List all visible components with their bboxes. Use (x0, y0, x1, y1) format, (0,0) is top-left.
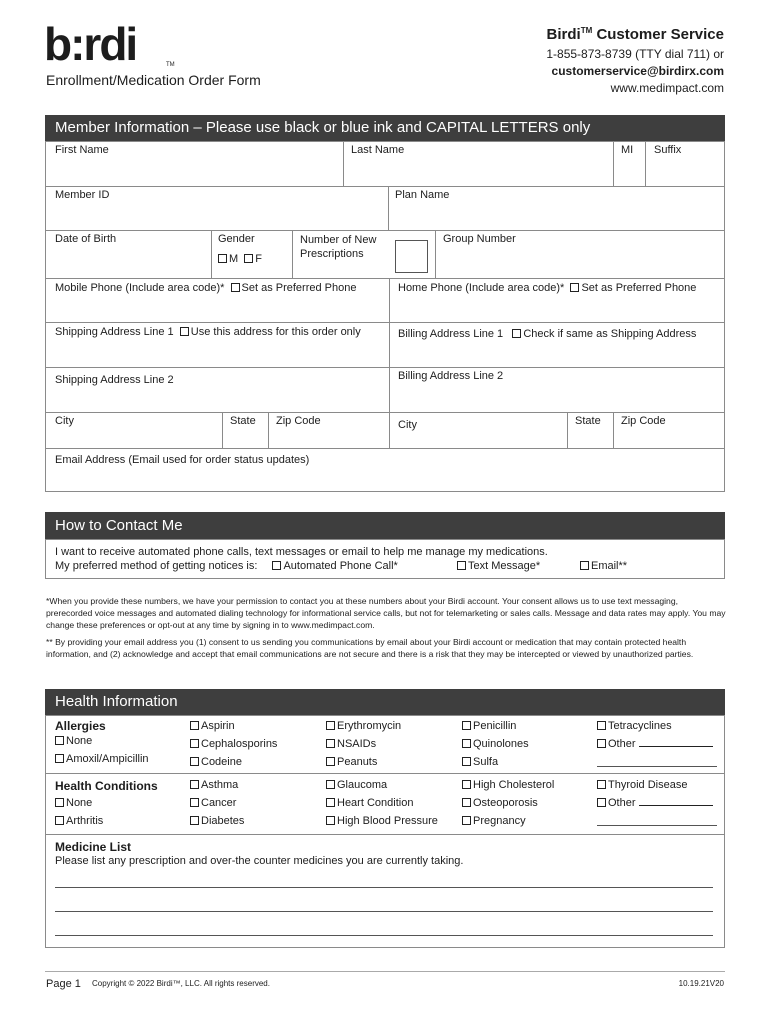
cond-other-line[interactable] (597, 825, 717, 826)
text-option: Text Message* (457, 560, 540, 572)
cond-cholesterol: High Cholesterol (462, 779, 554, 791)
cond-pregnancy: Pregnancy (462, 815, 526, 827)
email-address-label: Email Address (Email used for order status updates) (55, 454, 310, 466)
plan-name-label: Plan Name (395, 189, 450, 201)
state-label: State (230, 415, 256, 427)
cond-arthritis-checkbox[interactable] (55, 816, 64, 825)
cs-website[interactable]: www.medimpact.com (610, 81, 724, 95)
cond-hbp-checkbox[interactable] (326, 816, 335, 825)
medicine-line-1[interactable] (55, 887, 713, 888)
cond-arthritis: Arthritis (55, 815, 103, 827)
allergy-sulfa: Sulfa (462, 756, 498, 768)
cond-none: None (55, 797, 92, 809)
cond-preg-checkbox[interactable] (462, 816, 471, 825)
billing-line1-label: Billing Address Line 1 Check if same as Shipping Address (398, 328, 697, 340)
cond-chol-checkbox[interactable] (462, 780, 471, 789)
email-option: Email** (580, 560, 627, 572)
num-rx-input[interactable] (395, 240, 428, 273)
customer-service-block (546, 20, 724, 97)
gender-f-checkbox[interactable] (244, 254, 253, 263)
allergies-title: Allergies (55, 719, 106, 733)
member-id-label: Member ID (55, 189, 110, 201)
text-message-checkbox[interactable] (457, 561, 466, 570)
use-address-checkbox[interactable] (180, 327, 189, 336)
allergy-other: Other (597, 738, 713, 750)
allergy-other-line[interactable] (597, 766, 717, 767)
cond-thyroid: Thyroid Disease (597, 779, 687, 791)
allergy-ery: Erythromycin (326, 720, 401, 732)
allergy-ceph: Cephalosporins (190, 738, 277, 750)
contact-consent-text: I want to receive automated phone calls, text messages or email to help me manage my medications. (55, 546, 548, 558)
cond-cancer: Cancer (190, 797, 236, 809)
cond-none-checkbox[interactable] (55, 798, 64, 807)
medicine-list-title: Medicine List (55, 840, 132, 854)
allergy-none: None (55, 735, 92, 747)
phone-consent-note: *When you provide these numbers, we have your permission to contact you at these numbers about your Birdi account. Your consent allows us to use text messaging, prerecorded voice messages and automated dialing technology for informational service calls, but not for telemarketing or sales calls. Message and data rates may apply. You may change these preferences or opt-out at any time by signing in to www.medimpact.com. (46, 596, 726, 630)
allergy-aspirin: Aspirin (190, 720, 235, 732)
copyright: Copyright © 2022 Birdi™, LLC. All rights reserved. (92, 979, 270, 988)
cond-heart-checkbox[interactable] (326, 798, 335, 807)
medicine-line-3[interactable] (55, 935, 713, 936)
allergy-nsaids: NSAIDs (326, 738, 376, 750)
cond-glaucoma-checkbox[interactable] (326, 780, 335, 789)
allergy-quin-checkbox[interactable] (462, 739, 471, 748)
shipping-line1-label: Shipping Address Line 1 Use this address for this order only (55, 326, 361, 338)
dob-label: Date of Birth (55, 233, 117, 245)
cond-thyroid-checkbox[interactable] (597, 780, 606, 789)
svg-text:TM: TM (166, 62, 175, 68)
gender-m-checkbox[interactable] (218, 254, 227, 263)
mobile-phone-label: Mobile Phone (Include area code)* Set as Preferred Phone (55, 282, 357, 294)
home-phone-label: Home Phone (Include area code)* Set as Preferred Phone (398, 282, 697, 294)
allergy-tetra-checkbox[interactable] (597, 721, 606, 730)
allergy-nsaids-checkbox[interactable] (326, 739, 335, 748)
allergy-peanuts-checkbox[interactable] (326, 757, 335, 766)
group-number-label: Group Number (443, 233, 516, 245)
cond-osteo-checkbox[interactable] (462, 798, 471, 807)
allergy-codeine: Codeine (190, 756, 242, 768)
allergy-ceph-checkbox[interactable] (190, 739, 199, 748)
form-code: 10.19.21V20 (678, 979, 724, 988)
member-info-header: Member Information – Please use black or blue ink and CAPITAL LETTERS only (45, 115, 725, 141)
billing-line2-label: Billing Address Line 2 (398, 370, 504, 382)
zip-label: Zip Code (276, 415, 321, 427)
allergy-amoxil: Amoxil/Ampicillin (55, 753, 149, 765)
mi-label: MI (621, 144, 634, 156)
contact-method-row: My preferred method of getting notices is: Automated Phone Call* (55, 560, 398, 572)
cond-osteo: Osteoporosis (462, 797, 538, 809)
billing-state-label: State (575, 415, 601, 427)
email-consent-note: ** By providing your email address you (1) consent to us sending you communications by email about your Birdi account or medication that may contain protected health information, and (2) acknowledge and accept that email communications are not secure and there is a risk that they may be intercepted or viewed by unauthorized parties. (46, 637, 694, 659)
allergy-pen: Penicillin (462, 720, 516, 732)
cs-phone: 1-855-873-8739 (TTY dial 711) or (546, 47, 724, 61)
allergy-aspirin-checkbox[interactable] (190, 721, 199, 730)
cond-cancer-checkbox[interactable] (190, 798, 199, 807)
allergy-other-input[interactable] (639, 746, 713, 747)
home-preferred-checkbox[interactable] (570, 283, 579, 292)
gender-label: Gender (218, 233, 255, 245)
contact-header: How to Contact Me (45, 512, 725, 539)
city-label: City (55, 415, 74, 427)
allergy-pen-checkbox[interactable] (462, 721, 471, 730)
allergy-sulfa-checkbox[interactable] (462, 757, 471, 766)
email-checkbox[interactable] (580, 561, 589, 570)
allergy-amoxil-checkbox[interactable] (55, 754, 64, 763)
allergy-codeine-checkbox[interactable] (190, 757, 199, 766)
suffix-label: Suffix (654, 144, 682, 156)
allergy-peanuts: Peanuts (326, 756, 377, 768)
last-name-label: Last Name (351, 144, 405, 156)
medicine-list-desc: Please list any prescription and over-the counter medicines you are currently taking. (55, 855, 464, 867)
allergy-other-checkbox[interactable] (597, 739, 606, 748)
mobile-preferred-checkbox[interactable] (231, 283, 240, 292)
allergy-ery-checkbox[interactable] (326, 721, 335, 730)
shipping-line2-label: Shipping Address Line 2 (55, 374, 174, 386)
same-as-shipping-checkbox[interactable] (512, 329, 521, 338)
cond-diabetes: Diabetes (190, 815, 244, 827)
form-title: Enrollment/Medication Order Form (46, 72, 261, 88)
allergy-none-checkbox[interactable] (55, 736, 64, 745)
cond-asthma: Asthma (190, 779, 238, 791)
page-number: Page 1 (46, 978, 81, 990)
birdi-logo (44, 22, 184, 70)
cond-asthma-checkbox[interactable] (190, 780, 199, 789)
cond-heart: Heart Condition (326, 797, 413, 809)
cond-diabetes-checkbox[interactable] (190, 816, 199, 825)
cond-other-checkbox[interactable] (597, 798, 606, 807)
cond-hbp: High Blood Pressure (326, 815, 438, 827)
allergy-quin: Quinolones (462, 738, 529, 750)
contact-box (45, 539, 725, 579)
cond-other: Other (597, 797, 713, 809)
cs-title: Birdi™ Customer Service (546, 26, 724, 43)
num-rx-label: Number of New Prescriptions (300, 234, 377, 260)
health-header: Health Information (45, 689, 725, 715)
logo-text: b:rdi (44, 22, 137, 70)
billing-zip-label: Zip Code (621, 415, 666, 427)
cond-other-input[interactable] (639, 805, 713, 806)
cond-glaucoma: Glaucoma (326, 779, 387, 791)
billing-city-label: City (398, 419, 417, 431)
gender-options: M F (218, 253, 262, 265)
allergy-tetra: Tetracyclines (597, 720, 672, 732)
first-name-label: First Name (55, 144, 109, 156)
cs-email[interactable]: customerservice@birdirx.com (551, 64, 724, 78)
member-info-box (45, 141, 725, 492)
medicine-line-2[interactable] (55, 911, 713, 912)
conditions-title: Health Conditions (55, 779, 158, 793)
phone-call-checkbox[interactable] (272, 561, 281, 570)
